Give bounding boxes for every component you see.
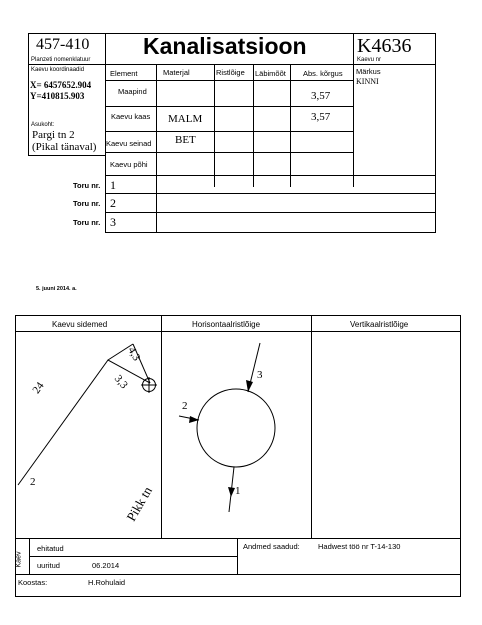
compiled-label: Koostas: [18, 578, 48, 587]
sketch-col-title: Vertikaalristlõige [350, 320, 409, 329]
pipe-number: 1 [110, 178, 116, 192]
note-value: KINNI [356, 77, 379, 86]
source-label: Andmed saadud: [243, 542, 300, 551]
handwritten-street: Pikk tn [123, 483, 155, 524]
plan-number: 457-410 [36, 36, 90, 53]
row-material: BET [175, 134, 196, 146]
surveyed-value: 06.2014 [92, 561, 120, 570]
arrow-icon [228, 487, 235, 497]
location-caption: Asukoht: [31, 122, 55, 128]
col-element: Element [110, 69, 138, 78]
row-element: Kaevu kaas [111, 112, 151, 121]
coordinates-caption: Kaevu koordinaadid [31, 67, 85, 73]
pipe-label: Toru nr. [73, 199, 101, 208]
pipe-number: 3 [110, 215, 116, 229]
well-circle [197, 389, 275, 467]
location-line2: (Pikal tänaval) [32, 141, 97, 153]
handwritten-pipe-label: 1 [235, 485, 241, 497]
plan-number-caption: Planzeti nomenklatuur [31, 57, 91, 63]
surveyed-label: uuritud [37, 561, 60, 570]
well-id-caption: Kaevu nr [357, 57, 382, 63]
handwritten-pipe-label: 3 [257, 369, 263, 381]
document-date: 5. juuni 2014. a. [36, 286, 77, 292]
col-diameter: Läbimõõt [255, 69, 286, 78]
row-height: 3,57 [311, 111, 331, 123]
handwritten-corner: 2 [30, 476, 36, 488]
pipe-label: Toru nr. [73, 218, 101, 227]
sketch-col-title: Kaevu sidemed [52, 320, 108, 329]
row-element: Kaevu põhi [110, 160, 148, 169]
col-abs-height: Abs. kõrgus [303, 69, 343, 78]
col-note: Märkus [356, 67, 381, 76]
handwritten-pipe-label: 2 [182, 400, 188, 412]
pipe-number: 2 [110, 196, 116, 210]
pipe-label: Toru nr. [73, 181, 101, 190]
source-value: Hadwest töö nr T-14-130 [318, 542, 401, 551]
coordinate-x: X= 6457652.904 [30, 80, 92, 90]
handwritten-distance: 3,3 [111, 372, 130, 392]
col-cross-section: Ristlõige [216, 68, 245, 77]
row-height: 3,57 [311, 90, 331, 102]
compiled-value: H.Rohulaid [88, 578, 126, 587]
location-line1: Pargi tn 2 [32, 129, 75, 141]
built-label: ehitatud [37, 544, 64, 553]
handwritten-distance: 4,3 [125, 345, 143, 363]
coordinate-y: Y=410815.903 [30, 91, 85, 101]
sketch-col-title: Horisontaalristlõige [192, 320, 261, 329]
row-material: MALM [168, 113, 203, 125]
side-label: Kaev [15, 551, 23, 568]
tie-line [18, 360, 150, 485]
handwritten-distance: 24 [30, 380, 47, 396]
row-element: Maapind [118, 87, 147, 96]
document-title: Kanalisatsioon [143, 33, 307, 59]
col-material: Materjal [163, 68, 190, 77]
well-id: K4636 [357, 35, 412, 57]
row-element: Kaevu seinad [106, 139, 152, 148]
